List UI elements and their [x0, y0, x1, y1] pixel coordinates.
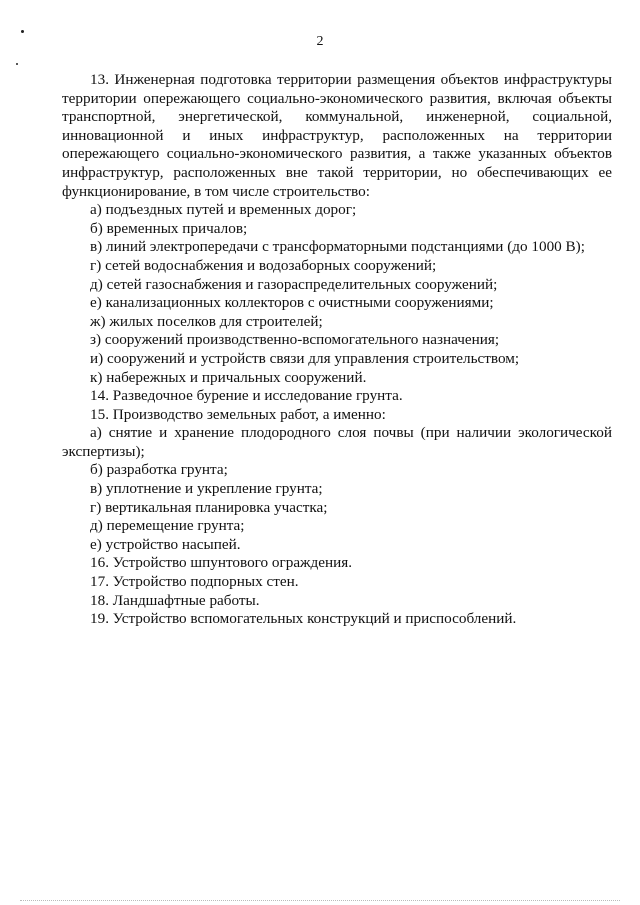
list-item: в) линий электропередачи с трансформаторными подстанциями (до 1000 В);	[90, 238, 585, 256]
list-item: д) перемещение грунта;	[90, 517, 245, 535]
document-body	[62, 71, 612, 629]
paragraph-14: 14. Разведочное бурение и исследование грунта.	[90, 387, 403, 405]
paragraph-13-line: инновационной и иных инфраструктур, расположенных на территории	[62, 126, 612, 144]
paragraph-15: 15. Производство земельных работ, а именно:	[90, 405, 386, 423]
paragraph-13-line: инфраструктур, расположенных вне такой территории, но обеспечивающих ее	[62, 163, 612, 181]
paragraph-13-line: опережающего социально-экономического развития, а также указанных объектов	[62, 145, 612, 163]
list-item: г) сетей водоснабжения и водозаборных сооружений;	[90, 256, 437, 274]
scan-speck-left	[16, 63, 18, 65]
scan-edge-noise	[20, 898, 620, 901]
paragraph-13-line: транспортной, энергетической, коммунальной, инженерной, социальной,	[62, 108, 612, 126]
paragraph-13-line: 13. Инженерная подготовка территории размещения объектов инфраструктуры	[90, 71, 612, 88]
list-item: ж) жилых поселков для строителей;	[90, 312, 323, 330]
page-number: 2	[316, 34, 324, 49]
paragraph-19: 19. Устройство вспомогательных конструкций и приспособлений.	[90, 610, 517, 628]
paragraph-17: 17. Устройство подпорных стен.	[90, 573, 299, 591]
list-item: в) уплотнение и укрепление грунта;	[90, 480, 323, 498]
paragraph-13-line: территории опережающего социально-экономического развития, включая объекты	[62, 89, 612, 107]
list-13	[62, 201, 612, 387]
list-15	[62, 424, 612, 554]
paragraph-13-line: функционирование, в том числе строительство:	[62, 182, 370, 200]
list-item: з) сооружений производственно-вспомогательного назначения;	[90, 331, 500, 349]
list-item: б) временных причалов;	[90, 219, 248, 237]
list-item: и) сооружений и устройств связи для управления строительством;	[90, 349, 520, 367]
list-item: к) набережных и причальных сооружений.	[90, 368, 367, 386]
paragraph-16: 16. Устройство шпунтового ограждения.	[90, 554, 353, 572]
list-item: а) снятие и хранение плодородного слоя почвы (при наличии экологической экспертизы);	[62, 424, 612, 460]
paragraph-18: 18. Ландшафтные работы.	[90, 591, 260, 609]
list-item: а) подъездных путей и временных дорог;	[90, 201, 357, 219]
scan-speck-top	[21, 30, 24, 33]
list-item: г) вертикальная планировка участка;	[90, 498, 328, 516]
paragraph-13	[62, 71, 612, 201]
list-item: б) разработка грунта;	[90, 461, 228, 479]
list-item: е) канализационных коллекторов с очистными сооружениями;	[90, 294, 494, 312]
list-item: д) сетей газоснабжения и газораспределительных сооружений;	[90, 275, 498, 293]
list-item: е) устройство насыпей.	[90, 535, 241, 553]
